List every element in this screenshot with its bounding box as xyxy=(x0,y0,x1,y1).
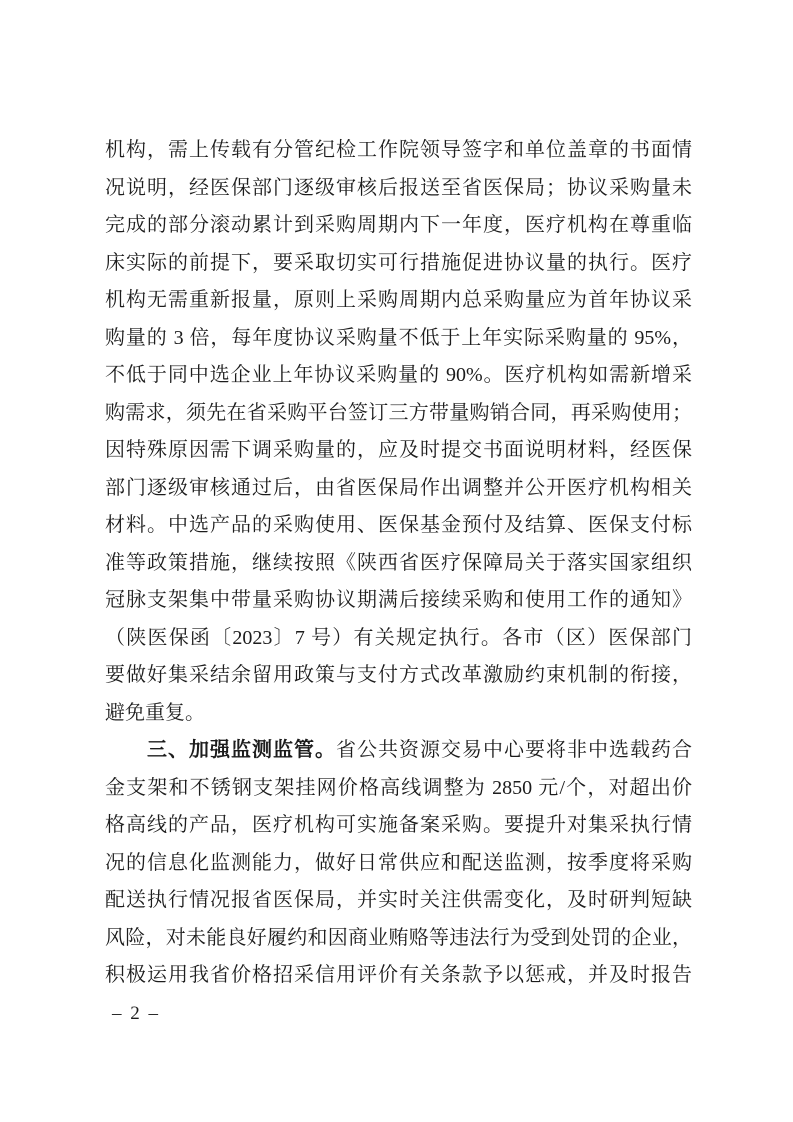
text-line: 机构无需重新报量，原则上采购周期内总采购量应为首年协议采 xyxy=(105,289,692,311)
text-line: 避免重复。 xyxy=(105,701,205,724)
document-body xyxy=(105,132,692,995)
text-line: 购量的 3 倍，每年度协议采购量不低于上年实际采购量的 95%， xyxy=(105,326,692,349)
text-line: 因特殊原因需下调采购量的，应及时提交书面说明材料，经医保 xyxy=(105,439,692,461)
text-line: 材料。中选产品的采购使用、医保基金预付及结算、医保支付标 xyxy=(105,514,692,536)
text-line: 部门逐级审核通过后，由省医保局作出调整并公开医疗机构相关 xyxy=(105,476,692,499)
text-line: （陕医保函〔2023〕7 号）有关规定执行。各市（区）医保部门 xyxy=(105,626,692,649)
text-line: 完成的部分滚动累计到采购周期内下一年度，医疗机构在尊重临 xyxy=(105,214,692,236)
text-line: 风险，对未能良好履约和因商业贿赂等违法行为受到处罚的企业， xyxy=(105,926,692,949)
page-number: – 2 – xyxy=(112,1003,160,1024)
text-line: 床实际的前提下，要采取切实可行措施促进协议量的执行。医疗 xyxy=(105,251,692,274)
text-line: 要做好集采结余留用政策与支付方式改革激励约束机制的衔接， xyxy=(105,664,692,686)
text-line: 三、加强监测监管。省公共资源交易中心要将非中选载药合 xyxy=(147,739,692,761)
text-line: 金支架和不锈钢支架挂网价格高线调整为 2850 元/个，对超出价 xyxy=(105,776,692,799)
text-line: 不低于同中选企业上年协议采购量的 90%。医疗机构如需新增采 xyxy=(105,364,692,386)
text-line: 准等政策措施，继续按照《陕西省医疗保障局关于落实国家组织 xyxy=(105,551,692,574)
text-line: 机构，需上传载有分管纪检工作院领导签字和单位盖章的书面情 xyxy=(105,139,692,161)
text-line: 配送执行情况报省医保局，并实时关注供需变化，及时研判短缺 xyxy=(105,889,692,911)
section-heading: 三、加强监测监管。 xyxy=(147,739,336,761)
text-line: 况说明，经医保部门逐级审核后报送至省医保局；协议采购量未 xyxy=(105,176,692,199)
text-line: 冠脉支架集中带量采购协议期满后接续采购和使用工作的通知》 xyxy=(105,589,692,611)
text-line: 格高线的产品，医疗机构可实施备案采购。要提升对集采执行情 xyxy=(105,814,692,836)
text-line: 积极运用我省价格招采信用评价有关条款予以惩戒，并及时报告 xyxy=(105,964,692,986)
text-line: 购需求，须先在省采购平台签订三方带量购销合同，再采购使用； xyxy=(105,401,692,424)
text-line: 况的信息化监测能力，做好日常供应和配送监测，按季度将采购 xyxy=(105,851,692,874)
